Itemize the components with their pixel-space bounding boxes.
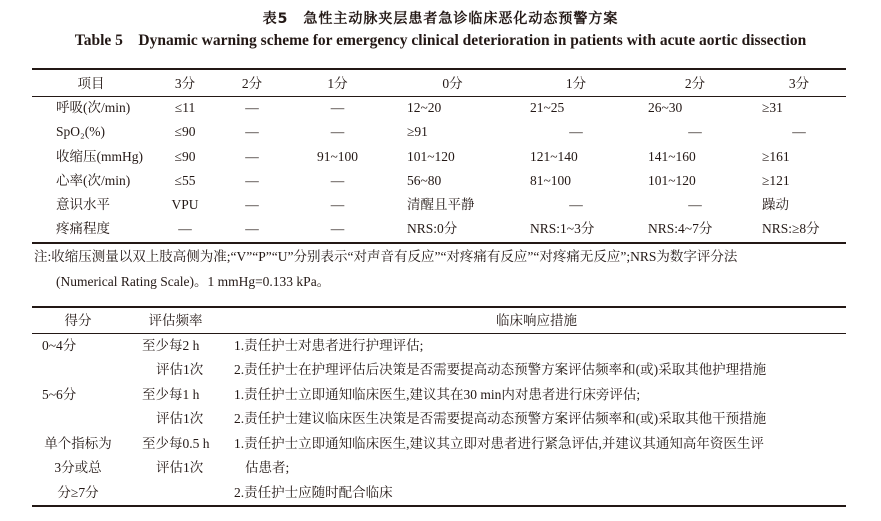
table2-top-rule [32,306,846,308]
response-cell: 估患者; [245,460,290,476]
table-cell: — [330,197,345,213]
table-cell: ≤55 [174,172,196,188]
score-cell: 单个指标为 [44,435,112,451]
score-cell [32,407,124,432]
frequency-cell: 评估1次 [156,411,204,427]
row-label: 收缩压(mmHg) [56,148,143,164]
row-label: 呼吸(次/min) [56,100,131,116]
table-row [32,120,846,144]
frequency-cell: 至少每1 h [142,386,200,402]
table-row [32,383,846,408]
table1-top-rule [32,68,846,70]
table-cell: NRS:4~7分 [648,221,713,237]
col-header-1-high: 1分 [565,76,587,92]
table-row [32,432,846,457]
table-cell: — [245,148,259,164]
table-cell: ≤90 [174,124,196,140]
response-cell: 2.责任护士在护理评估后决策是否需要提高动态预警方案评估频率和(或)采取其他护理措施 [234,362,767,378]
table-cell: ≥91 [407,124,428,140]
table-note-line-2: (Numerical Rating Scale)。1 mmHg=0.133 kPa。 [56,274,331,289]
score-cell: 3分或总 [54,460,102,476]
table2-bottom-rule [32,505,846,507]
col-header-frequency: 评估频率 [148,313,203,329]
frequency-cell: 评估1次 [156,460,204,476]
col-header-3-low: 3分 [174,76,196,92]
table-title-cn: 表5 急性主动脉夹层患者急诊临床恶化动态预警方案 [262,11,619,27]
score-cell: 分≥7分 [57,484,99,500]
warning-score-table [32,72,846,241]
frequency-cell: 至少每0.5 h [142,435,210,451]
table-cell: — [569,197,583,213]
row-label: 疼痛程度 [56,221,110,237]
clinical-response-table [32,309,846,505]
col-header-0: 0分 [442,76,463,92]
table-cell: — [569,124,583,140]
response-cell: 2.责任护士建议临床医生决策是否需要提高动态预警方案评估频率和(或)采取其他干预措施 [234,411,767,427]
table-row [32,481,846,506]
table-cell: — [792,124,806,140]
table-cell: NRS:1~3分 [530,221,595,237]
table-row [32,145,846,169]
table-cell: ≥121 [762,172,790,188]
table-cell: — [330,100,345,116]
table-note-line-1: 注:收缩压测量以双上肢高侧为准;“V”“P”“U”分别表示“对声音有反应”“对疼痛有反应”“对疼痛无反应”;NRS为数字评分法 [34,249,738,264]
response-cell: 1.责任护士立即通知临床医生,建议其在30 min内对患者进行床旁评估; [234,386,641,402]
col-header-1-low: 1分 [327,76,348,92]
table-cell: — [330,221,345,237]
table-title-en: Table 5 Dynamic warning scheme for emergency clinical deterioration in patients with acute aortic dissection [74,32,807,49]
col-header-2-high: 2分 [684,76,706,92]
table-cell: NRS:≥8分 [762,221,820,237]
table-row [32,407,846,432]
table-row [32,217,846,241]
table-cell: ≥31 [762,100,783,116]
table-cell: — [245,221,259,237]
table-cell: — [688,124,702,140]
table1-header-row [32,72,846,96]
table-cell: 101~120 [407,148,455,164]
table-cell: — [245,100,259,116]
col-header-score: 得分 [64,313,92,329]
frequency-cell [124,481,227,506]
col-header-2-low: 2分 [241,76,263,92]
table-cell: — [245,172,259,188]
table-cell: 26~30 [648,100,683,116]
response-cell: 2.责任护士应随时配合临床 [234,484,393,500]
response-cell: 1.责任护士立即通知临床医生,建议其立即对患者进行紧急评估,并建议其通知高年资医生评 [234,435,764,451]
table-cell: 101~120 [648,172,696,188]
table-cell: — [330,124,345,140]
table-cell: — [178,221,192,237]
table-cell: ≤90 [174,148,196,164]
table-cell: 81~100 [530,172,572,188]
table-cell: 躁动 [762,197,789,213]
score-cell: 0~4分 [42,337,77,353]
row-label: SpO₂(%) [56,124,105,140]
frequency-cell: 至少每2 h [142,337,200,353]
table-cell: VPU [171,197,199,213]
table-row [32,96,846,120]
table-cell: ≥161 [762,148,790,164]
table-cell: ≤11 [174,100,196,116]
table2-header-row [32,309,846,334]
table-row [32,193,846,217]
table-row [32,358,846,383]
col-header-3-high: 3分 [788,76,810,92]
table-cell: — [245,197,259,213]
table-row [32,169,846,193]
row-label: 心率(次/min) [56,172,131,188]
table-cell: — [688,197,702,213]
table-cell: NRS:0分 [407,221,458,237]
row-label: 意识水平 [56,197,110,213]
table-row [32,334,846,359]
table-cell: 56~80 [407,172,442,188]
score-cell: 5~6分 [42,386,77,402]
table-cell: 91~100 [316,148,359,164]
table-cell: — [245,124,259,140]
table-row [32,456,846,481]
frequency-cell: 评估1次 [156,362,204,378]
table-cell: 121~140 [530,148,578,164]
table-cell: 141~160 [648,148,696,164]
table-cell: 清醒且平静 [407,197,475,213]
response-cell: 1.责任护士对患者进行护理评估; [234,337,424,353]
table-cell: — [330,172,345,188]
col-header-response: 临床响应措施 [496,313,577,329]
table-cell: 21~25 [530,100,565,116]
table-cell: 12~20 [407,100,442,116]
col-header-item: 项目 [77,76,105,92]
score-cell [32,358,124,383]
